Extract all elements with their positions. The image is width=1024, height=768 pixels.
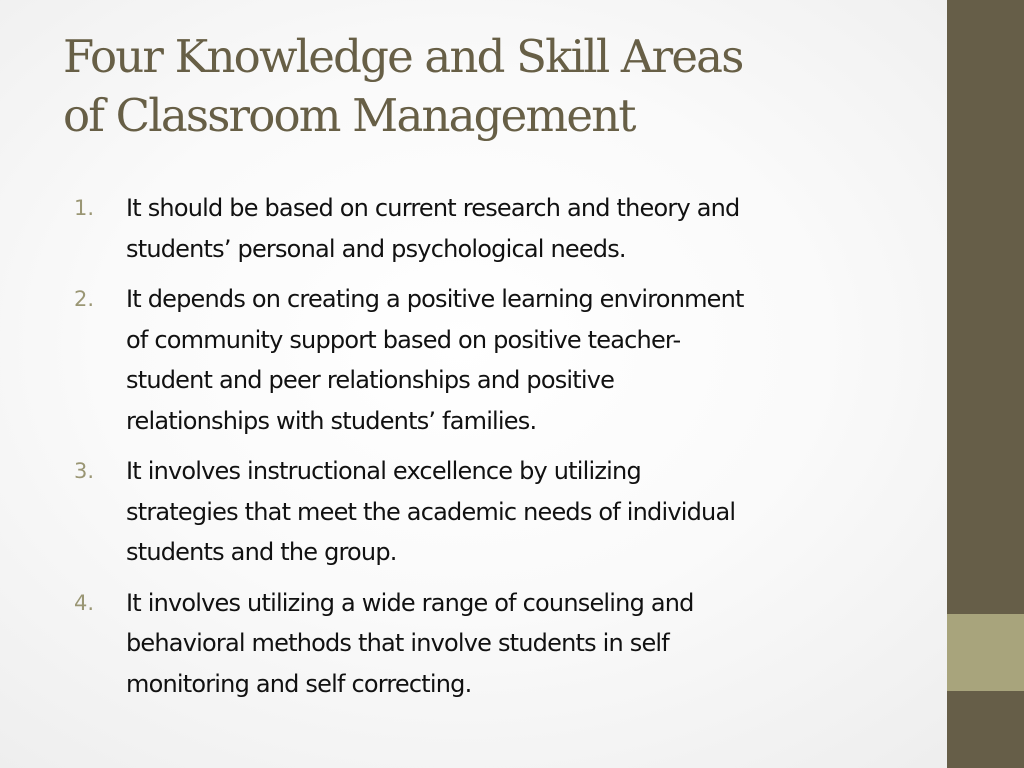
list-item-text: [126, 583, 904, 705]
list-item: [74, 188, 904, 269]
list-item-line: students’ personal and psychological needs.: [126, 234, 626, 263]
list-item-line: It involves instructional excellence by utilizing: [126, 457, 641, 485]
list-item-line: monitoring and self correcting.: [126, 669, 472, 698]
list-item: [74, 279, 904, 441]
list-item-number: 1.: [74, 196, 95, 220]
list-item-line: It involves utilizing a wide range of counseling and: [126, 588, 694, 617]
list-item-line: relationships with students’ families.: [126, 406, 537, 435]
list-item-text: [126, 451, 904, 573]
list-item-line: It should be based on current research and theory and: [126, 194, 740, 222]
list-item-number: 2.: [74, 287, 95, 311]
side-decoration-accent-block: [947, 614, 1024, 691]
slide-title-line: of Classroom Management: [63, 88, 635, 142]
list-item-number: 3.: [74, 459, 95, 483]
list-item-number: 4.: [74, 590, 95, 615]
slide-title-line: Four Knowledge and Skill Areas: [63, 30, 743, 83]
numbered-list: [74, 188, 904, 714]
list-item: [74, 451, 904, 573]
list-item-line: strategies that meet the academic needs of individual: [126, 497, 736, 526]
list-item-line: behavioral methods that involve students in self: [126, 629, 669, 657]
list-item-text: [126, 188, 904, 269]
list-item-text: [126, 279, 904, 441]
list-item-line: It depends on creating a positive learning environment: [126, 285, 744, 313]
list-item-line: of community support based on positive teacher-: [126, 325, 681, 354]
list-item: [74, 583, 904, 705]
list-item-line: students and the group.: [126, 538, 397, 566]
slide-title: [63, 28, 933, 145]
list-item-line: student and peer relationships and positive: [126, 366, 615, 394]
